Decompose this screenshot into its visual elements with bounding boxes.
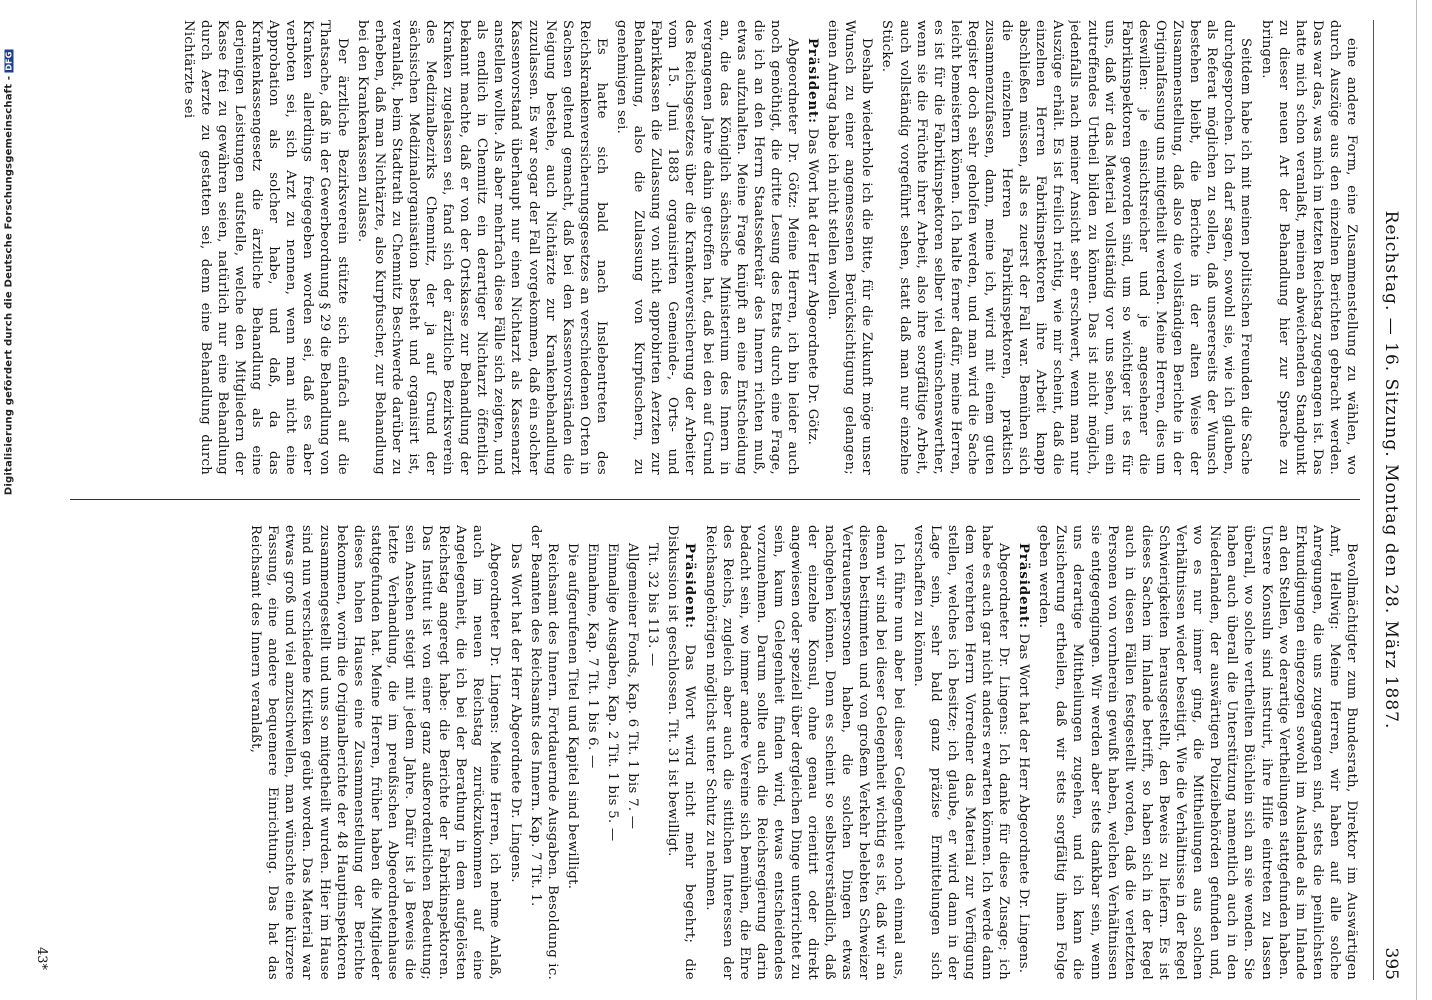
paragraph-text: Tit. 32 bis 113. — xyxy=(645,543,661,667)
paragraph-text: Es hatte sich bald nach Inslebentreten des Reichskrankenversicherungsgesetzes an verschiedenen Orten in Sachsen geltend gemacht, daß bei den Kassenvorständen die Neigung bestehe, auch Nichtärzte zur Krankenbehandlung zuzulassen. Es war sogar der Fall vorgekommen, daß ein solcher Kassenvorstand überhaupt nur einen Nichtarzt als Kassenarzt anstellen wollte. Als aber mehrfach diese Fälle sich zeigten, und als endlich in Chemnitz ein derartiger Nichtarzt öffentlich bekannt machte, daß er von der Ortskasse zur Behandlung der Kranken zugelassen sei, fand sich der ärztliche Bezirksverein des Medizinalbezirks Chemnitz, der ja auf Grund der sächsischen Medizinalorganisation besteht und organisirt ist, veranlaßt, beim Stadtrath zu Chemnitz Beschwerde darüber zu erheben, daß man Nichtärzte, also Kurpfuscher, zur Behandlung bei den Krankenkassen zulasse. xyxy=(354,20,609,475)
digitisation-note xyxy=(4,50,15,950)
right-column xyxy=(70,525,1360,980)
digitisation-strip xyxy=(0,0,18,1000)
paragraph xyxy=(664,525,698,980)
paragraph xyxy=(1035,525,1360,980)
paragraph-text: Abgeordneter Dr. Götz: Meine Herren, ich bin leider auch noch genöthigt, die dritte Lesung des Etats durch eine Frage, die ich an den Herrn Staatssekretär des Innern richten muß, etwas aufzuhalten. Meine Frage knüpft an eine Entscheidung an, die das Königlich sächsische Ministerium des Innern in vergangenen Jahre dahin getroffen hat, daß bei den auf Grund des Reichsgesetzes über die Krankenversicherung der Arbeiter vom 15. Juni 1883 organisirten Gemeinde-, Orts- und Fabrikkassen die Zulassung von nicht approbirten Aerzten zur Behandlung, also die Zulassung von Kurpfuschern, zu genehmigen sei. xyxy=(614,20,800,475)
paragraph-text: Einmalige Ausgaben, Kap. 2 Tit. 1 bis 5. — xyxy=(605,543,621,842)
paragraph xyxy=(1015,525,1032,980)
newspaper-page xyxy=(26,0,1432,1000)
paragraph xyxy=(564,525,581,980)
paragraph xyxy=(354,20,610,475)
speaker-label: Präsident: xyxy=(805,38,821,125)
paragraph-text: Deshalb wiederhole ich die Bitte, für die Zukunft möge unser Wunsch zu einer angemessenen Berücksichtigung gelangen; einen Antrag habe ich nicht stellen wollen. xyxy=(825,20,875,475)
paragraph-text: Bevollmächtigter zum Bundesrath, Direktor im Auswärtigen Amt, Hellwig: Meine Herren, wir haben auf alle solche Anregungen, die uns zugegangen sind, stets die peinlichsten Erkundigungen eingezogen sowohl im Auslande als im Inlande an den Stellen, wo derartige Vertheilungen stattgefunden haben. Unsere Konsuln sind instruirt, ihre Hilfe eintreten zu lassen überall, wo solche vertheilten Büchlein sich an sie wenden. Sie haben auch überall die Unterstützung namentlich auch in den Niederlanden, der auswärtigen Polizeibehörden gefunden und, wo es nur immer ging, die Mittheilungen aus solchen Verhältnissen wieder beseitigt. Wie die Verhältnisse in der Regel Schwierigkeiten herausgestellt, den Beweis zu liefern. Es ist dieses Sachen im Inlande betrifft, so haben sich in der Regel auch in diesen Fällen festgestellt worden, daß die verletzten Personen von vornherein gewußt haben, welchen Verhältnissen sie entgegengingen. Wir werden aber stets dankbar sein, wenn uns derartige Mittheilungen zugehen, und ich kann die Zusicherung ertheilen, daß wir stets sorgfältig ihnen Folge geben werden. xyxy=(1036,525,1359,980)
paragraph xyxy=(824,20,875,475)
paragraph xyxy=(527,525,561,980)
paragraph-text: Allgemeiner Fonds, Kap. 6 Tit. 1 bis 7. — xyxy=(625,543,641,830)
paragraph xyxy=(584,525,601,980)
column-divider xyxy=(70,499,1360,500)
paragraph xyxy=(910,525,1013,980)
paragraph-text: Das Wort hat der Herr Abgeordnete Dr. Lingens. xyxy=(507,543,523,883)
paragraph-text: Das Wort hat der Herr Abgeordnete Dr. Lingens. xyxy=(1016,633,1032,974)
paragraph-text: Ich führe nun aber bei dieser Gelegenheit noch einmal aus, denn wir sind bei dieser Gelegenheit wichtig es ist, daß wir an diesen bestimmten und von großem Verkehr belebten Schweizer Vertrauenspersonen haben, die solchen Dingen etwas nachgehen können. Denn es scheint so selbstverständlich, daß der einzelne Konsul, ohne genau orientirt oder direkt angewiesen oder speziell über dergleichen Dinge unterrichtet zu sein, kaum Gelegenheit finden wird, etwas entscheidendes vorzunehmen. Darum sollte auch die Reichsregierung darin bedacht sein, wo immer andere Vereine sich bemühen, die Ehre des Reichs, zugleich aber auch die sittlichen Interessen der Reichsangehörigen möglichst unter Schutz zu nehmen. xyxy=(702,525,906,980)
digitisation-note-text: Digitalisierung gefördert durch die Deutsche Forschungsgemeinschaft - xyxy=(3,75,15,496)
paragraph-text: Reichsamt des Innern. Fortdauernde Ausgaben. Besoldung ic. der Beamten des Reichsamts des Innern. Kap. 7 Tit. 1. xyxy=(527,525,560,980)
paragraph xyxy=(1257,20,1360,475)
page-title: Reichstag. — 16. Sitzung. Montag den 28. März 1887. xyxy=(1381,210,1401,730)
paragraph xyxy=(180,20,351,475)
sheet-signature: 43* xyxy=(34,946,49,970)
paragraph-text: Abgeordneter Dr. Lingens: Ich danke für diese Zusage; ich habe es auch gar nicht anders erwarten können. Ich werde dann dem verehrten Herrn Vorredner das Material zur Verfügung stellen, welches ich besitze; ich glaube, er wird dann in der Lage sein, sehr bald ganz präzise Ermittelungen sich verschaffen zu können. xyxy=(910,525,1012,980)
paragraph-text: Seitdem habe ich mit meinen politischen Freunden die Sache durchgesprochen. Ich darf sagen, sowohl sie, wie ich glauben, als Referat möglichen zu sollen, daß unsererseits der Wunsch bestehen bleibt, die Berichte in der alten Weise der Zusammenstellung, daß also die vollständigen Berichte in der Originalfassung uns mitgetheilt werden. Meine Herren, dies um deswillen: je einsichtsreicher und je angesehener die Fabrikinspektoren geworden sind, um so wichtiger ist es für uns, daß wir das Material vollständig vor uns sehen, um ein zutreffendes Urtheil bilden zu können. Das ist nicht möglich, jedenfalls nach meiner Ansicht sehr erschwert, wenn man nur Auszüge erhält. Es ist freilich richtig, wie mir scheint, daß die einzelnen Herren Fabrikinspektoren ihre Arbeit knapp abschließen müssen, als es zuerst der Fall war. Bemühen sich die einzelnen Herren Fabrikinspektoren, praktisch zusammenzufassen, dann, meine ich, wird mit einem guten Register doch sehr geholfen werden, und man wird die Sache leicht bemeistern können. Ich halte ferner dafür, meine Herren, es ist für die Fabrikinspektoren selber viel wünschenswerther, wenn sie die Früchte ihrer Arbeit, also ihre sorgfältige Arbeit, auch vollständig vorgeführt sehen, statt daß man nur einzelne Stücke. xyxy=(879,20,1254,475)
speaker-label: Präsident: xyxy=(682,543,698,630)
paragraph-text: Einnahme, Kap. 7 Tit. 1 bis 6. — xyxy=(584,543,600,769)
paragraph-text: Das Wort hat der Herr Abgeordnete Dr. Götz. xyxy=(805,128,821,446)
paragraph xyxy=(804,20,821,475)
paragraph-text: Abgeordneter Dr. Lingens: Meine Herren, ich nehme Anlaß, auch im neuen Reichstag zurückzukommen auf eine Angelegenheit, die ich bei der Berathung in dem aufgelösten Reichstag angeregt habe: die Berichte der Fabrikinspektoren. Das Institut ist von einer ganz außerordentlichen Bedeutung; sein Ansehen steigt mit jedem Jahre. Dafür ist ja Beweis die letzte Verhandlung, die im preußischen Abgeordnetenhause stattgefunden hat. Meine Herren, früher haben die Mitglieder dieses hohen Hauses eine Zusammenstellung der Berichte bekommen, worin die Originalberichte der 48 Hauptinspektoren zusammengestellt und uns so mitgetheilt wurden. Hier im Hause sind nun verschiedene Kritiken geübt worden. Das Material war etwas groß und viel anzuschwellen, man wünschte eine kürzere Fassung, eine andere bequemere Einrichtung. Das hat das Reichsamt des Innern veranlaßt, xyxy=(248,525,503,980)
paragraph-text: Das Wort wird nicht mehr begehrt; die Diskussion ist geschlossen. Tit. 31 ist bewilligt. xyxy=(665,525,698,980)
paragraph xyxy=(613,20,801,475)
paragraph xyxy=(624,525,641,980)
paragraph xyxy=(604,525,621,980)
paragraph xyxy=(644,525,661,980)
paragraph xyxy=(878,20,1254,475)
page-number: 395 xyxy=(1381,947,1401,980)
dfg-logo-icon: DFG xyxy=(4,51,14,71)
paragraph-text: eine andere Form, eine Zusammenstellung zu wählen, wo durch Auszüge aus den einzelnen Berichten gebracht werden. Das war das, was mich im letzten Reichstag zugegangen ist. Das hatte mich schon veranlaßt, meinen abweichenden Standpunkt zu dieser neuen Art der Behandlung hier zur Sprache zu bringen. xyxy=(1258,20,1359,475)
running-head xyxy=(1373,20,1408,980)
scanned-page-area xyxy=(26,0,1432,1000)
paragraph xyxy=(507,525,524,980)
paragraph-text: Der ärztliche Bezirksverein stützte sich einfach auf die Thatsache, daß in der Gewerbeordnung § 29 die Behandlung von Kranken allerdings freigegeben worden sei, daß es aber verboten sei, sich Arzt zu nennen, wenn man nicht eine Approbation als solcher habe, und daß, da das Krankenkassengesetz die ärztliche Behandlung als eine derjenigen Leistungen aufstelle, welche den Mitgliedern der Kasse frei zu gewähren seien, natürlich nur eine Behandlung durch Aerzte zu gestatten sei, denn eine Behandlung durch Nichtärzte sei xyxy=(180,20,350,475)
paragraph xyxy=(247,525,503,980)
left-column xyxy=(70,20,1360,475)
speaker-label: Präsident: xyxy=(1016,543,1032,630)
paragraph-text: Die aufgerufenen Titel und Kapitel sind bewilligt. xyxy=(564,543,580,890)
paragraph xyxy=(701,525,906,980)
